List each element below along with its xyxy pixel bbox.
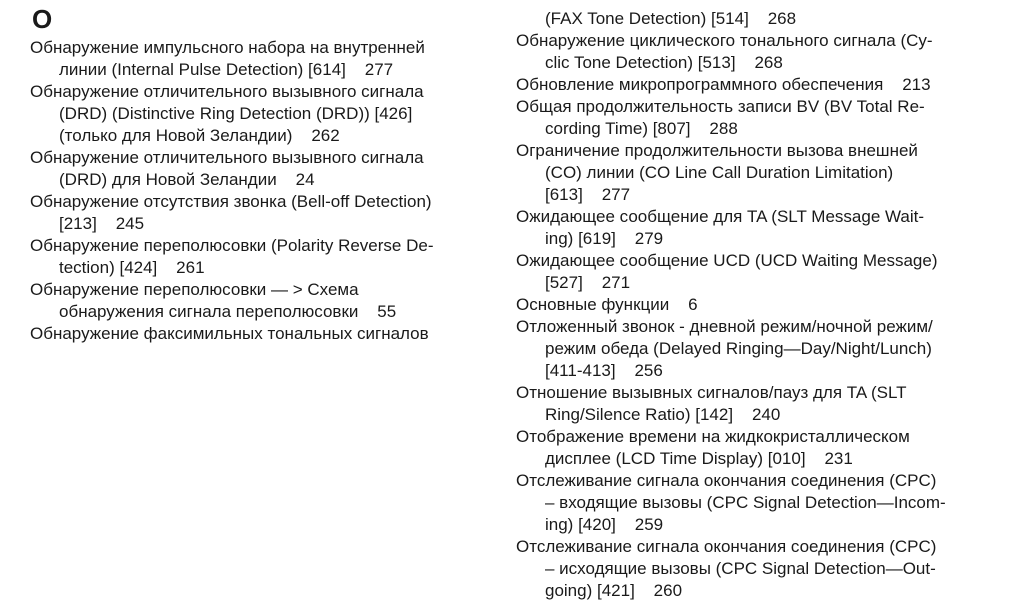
index-entry-continuation: Ring/Silence Ratio) [142] 240 (545, 405, 781, 424)
index-entry-continuation: clic Tone Detection) [513] 268 (545, 53, 783, 72)
index-entry: Обнаружение переполюсовки — > Схема (30, 280, 359, 299)
index-entry-continuation: обнаружения сигнала переполюсовки 55 (59, 302, 397, 321)
index-entry-continuation: [411-413] 256 (545, 361, 663, 380)
index-entry: Обнаружение импульсного набора на внутренней (30, 38, 425, 57)
index-entry-continuation: дисплее (LCD Time Display) [010] 231 (545, 449, 853, 468)
index-entry-continuation: [527] 271 (545, 273, 631, 292)
index-entry-continuation: (только для Новой Зеландии) 262 (59, 126, 340, 145)
index-entry-continuation: going) [421] 260 (545, 581, 683, 600)
index-entry: Общая продолжительность записи BV (BV Total Re- (516, 97, 925, 116)
index-entry: Обновление микропрограммного обеспечения 213 (516, 75, 931, 94)
index-entry: Ожидающее сообщение UCD (UCD Waiting Message) (516, 251, 938, 270)
index-entry: Отложенный звонок - дневной режим/ночной режим/ (516, 317, 933, 336)
index-entry: Основные функции 6 (516, 295, 698, 314)
index-entry: Отношение вызывных сигналов/пауз для TA (SLT (516, 383, 907, 402)
index-entry: Отслеживание сигнала окончания соединения (CPC) (516, 537, 937, 556)
index-entry: Обнаружение циклического тонального сигнала (Cy- (516, 31, 933, 50)
index-entry-continuation: (DRD) (Distinctive Ring Detection (DRD)) [426] (59, 104, 413, 123)
index-entry-continuation: режим обеда (Delayed Ringing—Day/Night/Lunch) (545, 339, 932, 358)
index-entry: Ожидающее сообщение для TA (SLT Message Wait- (516, 207, 925, 226)
section-letter-heading: О (32, 4, 53, 34)
index-entry-continuation: tection) [424] 261 (59, 258, 205, 277)
right-entry-list (516, 8, 1016, 602)
index-entry-continuation: cording Time) [807] 288 (545, 119, 738, 138)
index-entry-continuation: [613] 277 (545, 185, 631, 204)
index-entry-continuation: – входящие вызовы (CPC Signal Detection—Incom- (545, 493, 946, 512)
index-entry-continuation: ing) [619] 279 (545, 229, 664, 248)
index-entry-continuation: линии (Internal Pulse Detection) [614] 277 (59, 60, 394, 79)
index-entry-continuation: (DRD) для Новой Зеландии 24 (59, 170, 315, 189)
index-entry-continuation: (CO) линии (CO Line Call Duration Limitation) (545, 163, 894, 182)
index-entry: Обнаружение переполюсовки (Polarity Reverse De- (30, 236, 434, 255)
index-entry: Обнаружение отличительного вызывного сигнала (30, 82, 424, 101)
index-left-column (30, 4, 490, 345)
index-right-column (516, 8, 1016, 602)
index-entry-continuation: ing) [420] 259 (545, 515, 664, 534)
index-entry: Обнаружение отличительного вызывного сигнала (30, 148, 424, 167)
index-entry-continuation: (FAX Tone Detection) [514] 268 (545, 9, 797, 28)
index-entry-continuation: [213] 245 (59, 214, 145, 233)
index-entry: Ограничение продолжительности вызова внешней (516, 141, 918, 160)
index-entry: Отображение времени на жидкокристаллическом (516, 427, 910, 446)
index-entry: Отслеживание сигнала окончания соединения (CPC) (516, 471, 937, 490)
left-entry-list (30, 37, 490, 345)
index-entry: Обнаружение факсимильных тональных сигналов (30, 324, 429, 343)
index-entry: Обнаружение отсутствия звонка (Bell-off Detection) (30, 192, 432, 211)
index-entry-continuation: – исходящие вызовы (CPC Signal Detection—Out- (545, 559, 936, 578)
